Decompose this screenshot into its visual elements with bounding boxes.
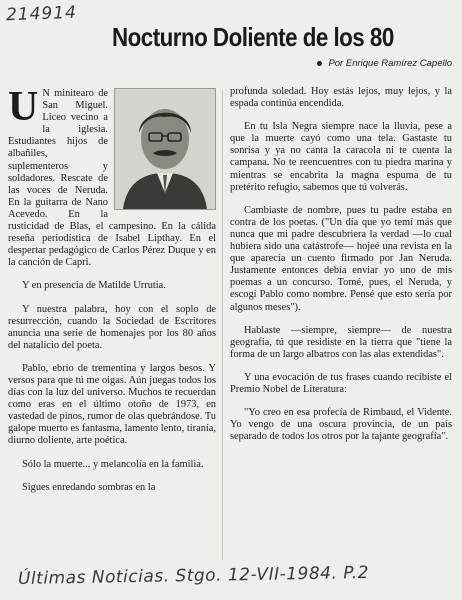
paragraph: Hablaste —siempre, siempre— de nuestra geografía, tú que residiste en la tierra que "tiene la forma de un largo albatros con las alas extendidas". <box>230 324 452 360</box>
author-photo <box>114 88 216 210</box>
paragraph: Cambiaste de nombre, pues tu padre estaba en contra de los poetas. ("Un día que yo temí más que nunca que mi padre descubriera la verdad —lo cual hubiera sido una catástrofe— hojeé una revista en la que aparecía un cuento firmado por Jan Neruda. Justamente entonces debía enviar yo uno de mis poemas a un concurso. Tomé, pues, el Neruda, y escogí Pablo como nombre. Pensé que esto sería por algunos meses"). <box>230 204 452 313</box>
bullet-icon <box>317 61 322 66</box>
paragraph: Y nuestra palabra, hoy con el soplo de resurrección, cuando la Sociedad de Escritores anuncia una serie de homenajes por los 80 años del natalicio del poeta. <box>8 303 216 351</box>
paragraph: Y una evocación de tus frases cuando recibiste el Premio Nobel de Literatura: <box>230 371 452 395</box>
portrait-illustration <box>115 89 215 209</box>
paragraph: Sigues enredando sombras en la <box>22 481 156 493</box>
archive-number: 214914 <box>5 2 78 26</box>
headline: Nocturno Doliente de los 80 <box>112 22 394 52</box>
lead-paragraph: U N minitearo de San Miguel. Liceo vecino a la iglesia. Estudiantes hijos de albañiles, suplementeros y soldadores. Rescate de las voces de Neruda. En la guitarra de Nano Acevedo. En la rusticidad de Blas, el campesino. En la cálida reseña periodística de Isabel Lipthay. En el despertar pedagógico de Carlos Pérez Duque y en la canción de Capri. <box>8 84 216 269</box>
left-column <box>8 84 216 505</box>
paragraph: "Yo creo en esa profecía de Rimbaud, el Vidente. Yo vengo de una oscura provincia, de un país separado de todos los otros por la tajante geografía". <box>230 407 452 443</box>
handwritten-source-note: Últimas Noticias. Stgo. 12-VII-1984. P.2 <box>17 562 370 590</box>
paragraph: Sólo la muerte... y melancolía en la familia. <box>22 458 204 470</box>
paragraph: En tu Isla Negra siempre nace la lluvia, pese a que la muerte cayó como una tela. Gastaste tu sonrisa y ya no canta la caracola ni te cuenta la campana. No te reencuentres con tu piedra marina y mientras se encabrita la magna espuma de tu pretérito refugio, sabemos que tú volverás. <box>230 121 452 193</box>
right-column <box>230 86 452 454</box>
byline <box>317 58 452 69</box>
drop-cap: U <box>8 84 39 130</box>
column-divider <box>222 90 223 560</box>
paragraph: profunda soledad. Hoy estás lejos, muy lejos, y la espada continúa encendida. <box>230 86 452 110</box>
byline-text: Por Enrique Ramírez Capello <box>328 58 452 69</box>
paragraph: Pablo, ebrio de trementina y largos besos. Y versos para que tú me oigas. Aún juegas todos los días con la luz del universo. Muchos te recuerdan como eras en el último otoño de 1973, en vastedad de pinos, rumor de olas quebrándose. Tu galope muerto es fantasma, lamento lento, tiranía, diurno doliente, arte poética. <box>8 362 216 447</box>
paragraph: Y en presencia de Matilde Urrutia. <box>22 280 166 292</box>
